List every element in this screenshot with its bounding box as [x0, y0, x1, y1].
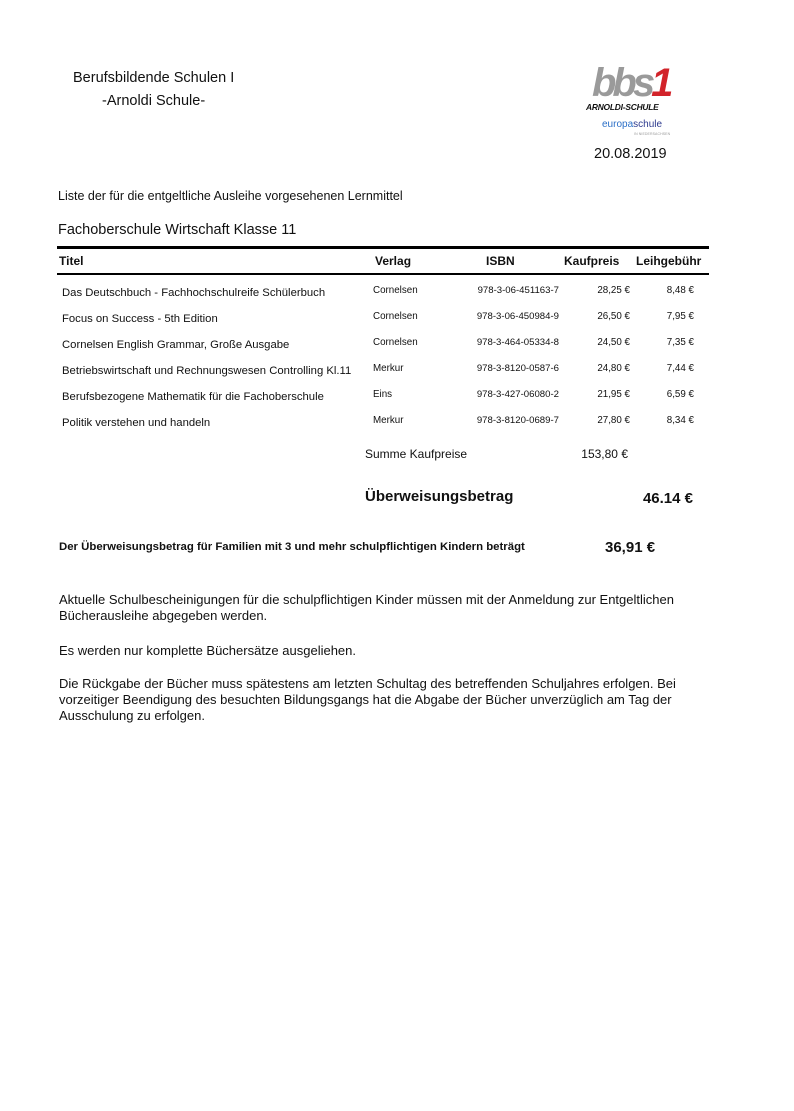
cell-kaufpreis: 26,50 € — [597, 311, 630, 322]
cell-isbn: 978-3-8120-0689-7 — [476, 415, 559, 426]
cell-titel: Focus on Success - 5th Edition — [62, 313, 218, 325]
note-paragraph: Aktuelle Schulbescheinigungen für die schulpflichtigen Kinder müssen mit der Anmeldung zur Entgeltlichen Bücherausleihe abgegeben werden. — [59, 592, 674, 623]
cell-titel: Berufsbezogene Mathematik für die Fachoberschule — [62, 391, 324, 403]
cell-kaufpreis: 24,80 € — [597, 363, 630, 374]
column-header-leihgebuehr: Leihgebühr — [636, 254, 702, 268]
cell-verlag: Merkur — [373, 415, 404, 426]
cell-kaufpreis: 27,80 € — [597, 415, 630, 426]
cell-isbn: 978-3-427-06080-2 — [476, 389, 559, 400]
column-header-isbn: ISBN — [486, 254, 515, 268]
cell-isbn: 978-3-464-05334-8 — [476, 337, 559, 348]
cell-titel: Das Deutschbuch - Fachhochschulreife Schülerbuch — [62, 287, 326, 299]
cell-leihgebuehr: 7,95 € — [666, 311, 694, 322]
cell-verlag: Cornelsen — [373, 311, 418, 322]
cell-titel: Politik verstehen und handeln — [62, 417, 211, 429]
transfer-amount-value: 46.14 € — [642, 490, 693, 507]
logo-europaschule — [602, 119, 662, 130]
table-row — [0, 413, 794, 433]
table-row — [0, 361, 794, 381]
cell-verlag: Merkur — [373, 363, 404, 374]
school-logo — [586, 62, 696, 142]
sum-label: Summe Kaufpreise — [365, 447, 468, 461]
logo-school-name: ARNOLDI-SCHULE — [586, 102, 659, 112]
cell-leihgebuehr: 7,44 € — [666, 363, 694, 374]
cell-verlag: Eins — [373, 389, 393, 400]
cell-verlag: Cornelsen — [373, 285, 418, 296]
cell-titel: Betriebswirtschaft und Rechnungswesen Controlling Kl.11 — [62, 365, 352, 377]
table-row — [0, 309, 794, 329]
logo-mark-text: bbs1 — [592, 62, 670, 102]
column-header-titel: Titel — [59, 254, 84, 268]
cell-isbn: 978-3-06-451163-7 — [477, 285, 559, 296]
cell-kaufpreis: 28,25 € — [597, 285, 630, 296]
cell-titel: Cornelsen English Grammar, Große Ausgabe — [62, 339, 290, 351]
family-discount-value: 36,91 € — [605, 539, 656, 556]
intro-text: Liste der für die entgeltliche Ausleihe vorgesehenen Lernmittel — [58, 189, 403, 203]
table-header-rule — [57, 273, 709, 275]
table-top-rule — [57, 246, 709, 249]
logo-europa-subtitle: IN NIEDERSACHSEN — [634, 132, 671, 136]
column-header-kaufpreis: Kaufpreis — [564, 254, 620, 268]
cell-kaufpreis: 24,50 € — [597, 337, 630, 348]
cell-kaufpreis: 21,95 € — [597, 389, 630, 400]
school-name: Berufsbildende Schulen I — [73, 70, 235, 86]
bbs1-logo-mark — [592, 62, 688, 102]
document-date: 20.08.2019 — [594, 146, 667, 162]
family-discount-label: Der Überweisungsbetrag für Familien mit 3 und mehr schulpflichtigen Kindern beträgt — [59, 541, 525, 553]
logo-europa-part1: europa — [602, 119, 634, 130]
transfer-amount-label: Überweisungsbetrag — [365, 488, 514, 505]
cell-verlag: Cornelsen — [373, 337, 418, 348]
logo-europa-part2: schule — [633, 119, 663, 130]
cell-leihgebuehr: 8,48 € — [666, 285, 694, 296]
cell-leihgebuehr: 7,35 € — [666, 337, 694, 348]
table-row — [0, 387, 794, 407]
school-subtitle: -Arnoldi Schule- — [102, 93, 206, 109]
column-header-verlag: Verlag — [375, 254, 412, 268]
cell-isbn: 978-3-06-450984-9 — [476, 311, 559, 322]
cell-leihgebuehr: 8,34 € — [666, 415, 694, 426]
note-paragraph: Es werden nur komplette Büchersätze ausgeliehen. — [59, 643, 357, 658]
sum-value: 153,80 € — [581, 447, 628, 461]
table-row — [0, 335, 794, 355]
table-row — [0, 283, 794, 303]
note-paragraph: Die Rückgabe der Bücher muss spätestens am letzten Schultag des betreffenden Schuljahres erfolgen. Bei vorzeitiger Beendigung des besuchten Bildungsgangs hat die Abgabe der Bücher unverzüglich am Tag der Ausschulung zu erfolgen. — [59, 676, 676, 723]
cell-isbn: 978-3-8120-0587-6 — [476, 363, 559, 374]
cell-leihgebuehr: 6,59 € — [666, 389, 694, 400]
class-title: Fachoberschule Wirtschaft Klasse 11 — [58, 222, 297, 238]
